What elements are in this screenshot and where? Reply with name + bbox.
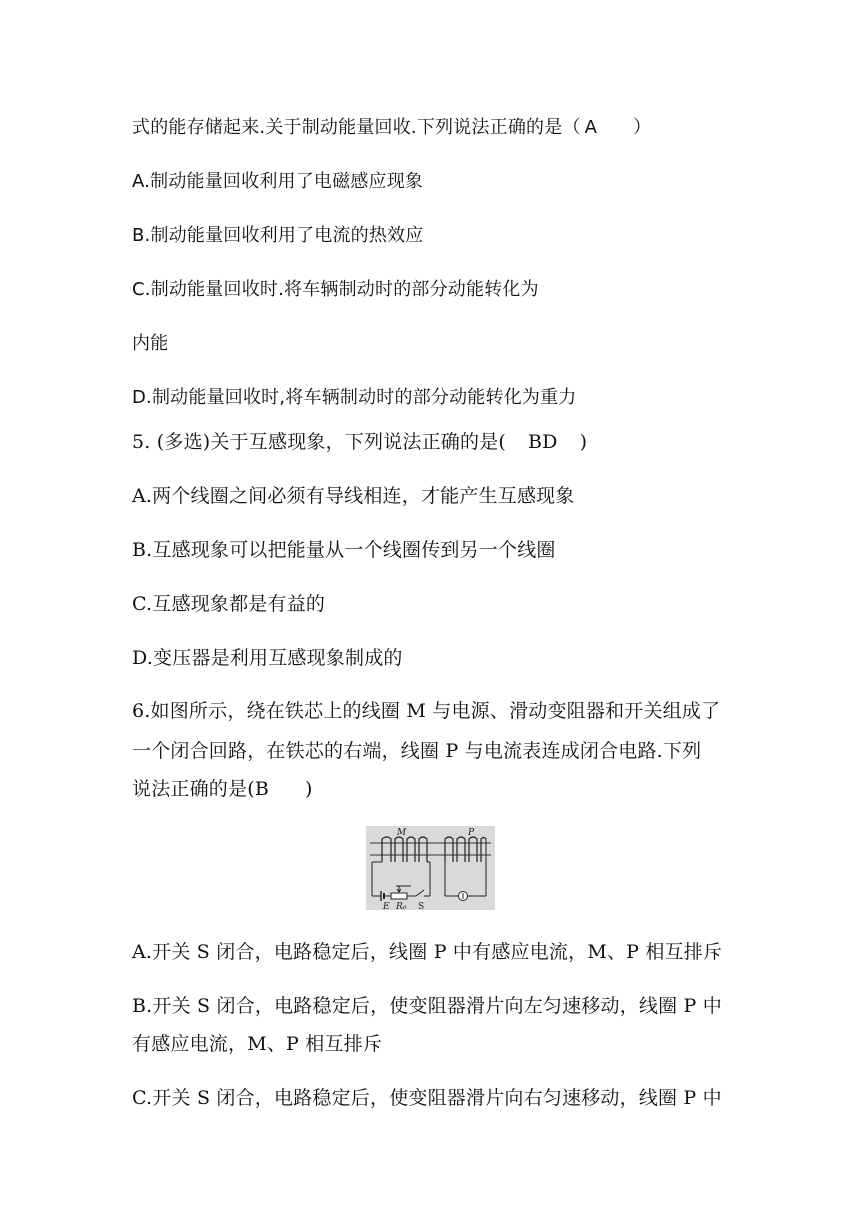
label-p: P	[468, 828, 475, 838]
q4-option-c-cont: 内能	[132, 333, 169, 354]
q6-option-b: B.开关 S 闭合，电路稳定后，使变阻器滑片向左匀速移动，线圈 P 中	[132, 995, 722, 1017]
q5-stem	[132, 430, 587, 454]
q5-answer: BD	[528, 431, 558, 453]
label-m: M	[397, 828, 407, 838]
q4-stem-close: ）	[633, 117, 652, 138]
label-r0: R₀	[396, 902, 407, 910]
coil-p	[445, 837, 486, 862]
q5-option-c: C.互感现象都是有益的	[132, 593, 326, 615]
q5-stem-text: 5. (多选)关于互感现象，下列说法正确的是(	[132, 431, 507, 453]
q6-stem-close: )	[305, 778, 313, 800]
q4-option-c: C.制动能量回收时.将车辆制动时的部分动能转化为	[132, 279, 539, 300]
q4-option-b: B.制动能量回收利用了电流的热效应	[132, 225, 424, 246]
circuit-diagram	[366, 826, 495, 910]
q4-stem-text: 式的能存储起来.关于制动能量回收.下列说法正确的是（	[132, 117, 581, 138]
q5-option-d: D.变压器是利用互感现象制成的	[132, 647, 403, 669]
q6-stem-text: 说法正确的是(	[132, 778, 255, 800]
q4-option-d: D.制动能量回收时,将车辆制动时的部分动能转化为重力	[132, 387, 577, 408]
q4-stem	[132, 116, 651, 140]
q6-stem-line-1: 6.如图所示，绕在铁芯上的线圈 M 与电源、滑动变阻器和开关组成了	[132, 700, 721, 722]
q6-stem-line-2: 一个闭合回路，在铁芯的右端，线圈 P 与电流表连成闭合电路.下列	[132, 740, 702, 762]
q4-option-a: A.制动能量回收利用了电磁感应现象	[132, 171, 424, 192]
q6-option-a: A.开关 S 闭合，电路稳定后，线圈 P 中有感应电流，M、P 相互排斥	[132, 941, 723, 963]
q5-option-a: A.两个线圈之间必须有导线相连，才能产生互感现象	[132, 485, 575, 507]
q5-stem-close: )	[579, 431, 588, 453]
circuit-figure	[366, 826, 495, 910]
primary-circuit	[372, 862, 430, 901]
q5-option-b: B.互感现象可以把能量从一个线圈传到另一个线圈	[132, 539, 556, 561]
q4-answer: A	[584, 117, 598, 138]
q6-option-c: C.开关 S 闭合，电路稳定后，使变阻器滑片向右匀速移动，线圈 P 中	[132, 1087, 722, 1109]
q6-answer: B	[254, 778, 269, 800]
label-s: S	[418, 902, 425, 910]
label-e: E	[383, 902, 390, 910]
coil-m	[382, 837, 427, 862]
q6-option-b-cont: 有感应电流，M、P 相互排斥	[132, 1033, 383, 1055]
q6-stem-line-3	[132, 777, 313, 801]
